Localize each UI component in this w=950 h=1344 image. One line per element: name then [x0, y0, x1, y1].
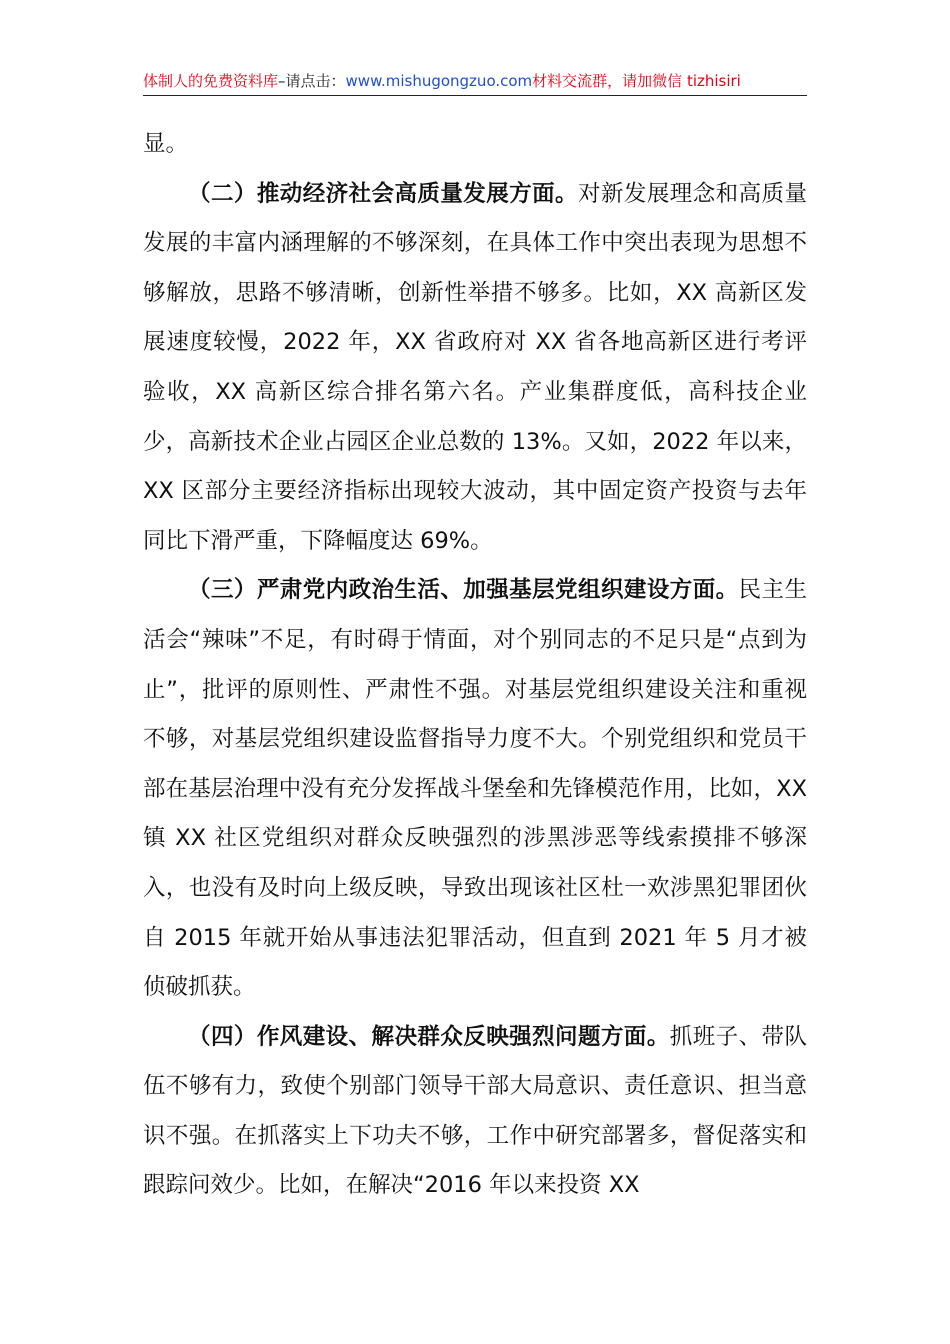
header-url-link[interactable]: www.mishugongzuo.com — [345, 72, 533, 90]
section-heading: （二）推动经济社会高质量发展方面。 — [188, 180, 578, 207]
section-heading: （三）严肃党内政治生活、加强基层党组织建设方面。 — [188, 577, 739, 604]
header-brand: 体制人的免费资料库 — [143, 72, 279, 90]
section-heading: （四）作风建设、解决群众反映强烈问题方面。 — [188, 1023, 670, 1050]
header-click-text: –请点击： — [278, 72, 346, 90]
paragraph-section-3 — [143, 566, 807, 1012]
paragraph-section-4 — [143, 1013, 807, 1211]
paragraph-text: 抓班子、带队伍不够有力，致使个别部门领导干部大局意识、责任意识、担当意识不强。在抓落实上下功夫不够，工作中研究部署多，督促落实和跟踪问效少。比如，在解决“2016 年以来投资 XX — [143, 1023, 807, 1199]
paragraph-text: 对新发展理念和高质量发展的丰富内涵理解的不够深刻，在具体工作中突出表现为思想不够解放，思路不够清晰，创新性举措不够多。比如，XX 高新区发展速度较慢，2022 年，XX 省政府对 XX 省各地高新区进行考评验收，XX 高新区综合排名第六名。产业集群度低，高科技企业少，高新技术企业占园区企业总数的 13%。又如，2022 年以来，XX 区部分主要经济指标出现较大波动，其中固定资产投资与去年同比下滑严重，下降幅度达 69%。 — [143, 180, 807, 554]
header-group-text: 材料交流群，请加微信 tizhisiri — [532, 72, 741, 90]
document-body — [143, 120, 807, 1211]
paragraph-section-2 — [143, 170, 807, 567]
paragraph-text: 民主生活会“辣味”不足，有时碍于情面，对个别同志的不足只是“点到为止”，批评的原则性、严肃性不强。对基层党组织建设关注和重视不够，对基层党组织建设监督指导力度不大。个别党组织和党员干部在基层治理中没有充分发挥战斗堡垒和先锋模范作用，比如，XX 镇 XX 社区党组织对群众反映强烈的涉黑涉恶等线索摸排不够深入，也没有及时向上级反映，导致出现该社区杜一欢涉黑犯罪团伙自 2015 年就开始从事违法犯罪活动，但直到 2021 年 5 月才被侦破抓获。 — [143, 577, 807, 1001]
paragraph-text: 显。 — [143, 131, 189, 157]
page-header — [143, 68, 807, 96]
paragraph-continuation — [143, 120, 807, 170]
